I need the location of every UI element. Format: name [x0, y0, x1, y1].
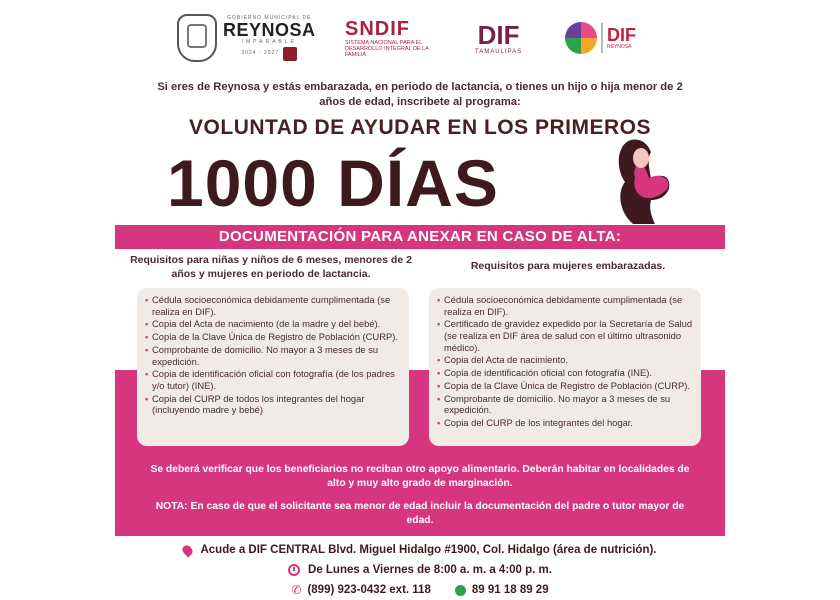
- hours-text: De Lunes a Viernes de 8:00 a. m. a 4:00 p. m.: [308, 564, 552, 576]
- right-requirements-card: [429, 288, 701, 446]
- hours-line: [115, 564, 725, 576]
- logo-bar: [115, 8, 725, 68]
- intro-text: Si eres de Reynosa y estás embarazada, en periodo de lactancia, o tienes un hijo o hija menor de 2 años de edad, inscribete al programa:: [157, 81, 683, 108]
- sndif-logo-name: SNDIF: [345, 18, 410, 40]
- dif-tamaulipas-logo-sub: TAMAULIPAS: [475, 49, 523, 55]
- dif-reynosa-logo: [565, 8, 636, 68]
- flower-logo-icon: [565, 22, 597, 54]
- whatsapp-icon: [455, 585, 466, 596]
- left-requirements-heading: Requisitos para niñas y niños de 6 meses, menores de 2 años y mujeres en periodo de lactancia.: [130, 254, 412, 280]
- sndif-logo-sub: SISTEMA NACIONAL PARA EL DESARROLLO INTEGRAL DE LA FAMILIA: [345, 40, 429, 58]
- phone-text[interactable]: (899) 923-0432 ext. 118: [307, 584, 431, 596]
- documentation-band: DOCUMENTACIÓN PARA ANEXAR EN CASO DE ALTA:: [115, 225, 725, 249]
- municipal-seal-icon: [177, 14, 217, 62]
- reynosa-logo-sub: IMPARABLE: [241, 39, 297, 45]
- program-title-days: 1000 DÍAS: [167, 146, 499, 220]
- list-item: • Comprobante de domicilio. No mayor a 3 meses de su expedición.: [437, 393, 693, 416]
- logo-divider: [601, 23, 603, 53]
- pregnant-woman-icon: [611, 138, 681, 226]
- poster: [115, 0, 725, 600]
- list-item: • Copia del Acta de nacimiento.: [437, 354, 693, 366]
- clock-icon: [288, 564, 300, 576]
- left-requirements-card: [137, 288, 409, 446]
- minor-applicant-note: NOTA: En caso de que el solicitante sea menor de edad incluir la documentación del padre o tutor mayor de edad.: [155, 501, 685, 526]
- list-item: • Cédula socioeconómica debidamente cumplimentada (se realiza en DIF).: [145, 294, 401, 317]
- list-item: • Copia del Acta de nacimiento (de la madre y del bebé).: [145, 318, 401, 330]
- eligibility-notice: Se deberá verificar que los beneficiarios no reciban otro apoyo alimentario. Deberán habitar en localidades de alto y muy alto grado de marginación.: [150, 464, 690, 489]
- phone-line: [115, 583, 725, 597]
- reynosa-logo: [177, 8, 316, 68]
- dif-reynosa-logo-sub: REYNOSA: [607, 44, 632, 50]
- location-pin-icon: [181, 543, 195, 557]
- list-item: • Copia de la Clave Única de Registro de Población (CURP).: [437, 380, 693, 392]
- reynosa-logo-name: REYNOSA: [223, 20, 316, 40]
- list-item: • Cédula socioeconómica debidamente cumplimentada (se realiza en DIF).: [437, 294, 693, 317]
- shield-icon: [283, 47, 297, 61]
- list-item: • Copia de identificación oficial con fotografía (INE).: [437, 367, 693, 379]
- address-line: [115, 544, 725, 556]
- address-text: Acude a DIF CENTRAL Blvd. Miguel Hidalgo #1900, Col. Hidalgo (área de nutrición).: [200, 544, 657, 556]
- list-item: • Copia de identificación oficial con fotografía (de los padres y/o tutor) (INE).: [145, 368, 401, 391]
- phone-icon: ✆: [291, 583, 302, 597]
- program-title: VOLUNTAD DE AYUDAR EN LOS PRIMEROS: [189, 116, 651, 139]
- reynosa-logo-years: 2024 · 2027: [241, 50, 280, 56]
- list-item: • Copia de la Clave Única de Registro de Población (CURP).: [145, 331, 401, 343]
- whatsapp-text[interactable]: 89 91 18 89 29: [471, 584, 549, 596]
- right-requirements-heading: Requisitos para mujeres embarazadas.: [470, 260, 666, 272]
- dif-tamaulipas-logo: [475, 8, 522, 68]
- list-item: • Comprobante de domicilio. No mayor a 3 meses de su expedición.: [145, 344, 401, 367]
- dif-reynosa-logo-name: DIF: [607, 25, 636, 45]
- list-item: • Copia del CURP de todos los integrantes del hogar (incluyendo madre y bebé): [145, 393, 401, 416]
- sndif-logo: [345, 8, 445, 68]
- dif-tamaulipas-logo-name: DIF: [477, 20, 520, 50]
- reynosa-logo-top: GOBIERNO MUNICIPAL DE: [227, 15, 312, 21]
- list-item: • Copia del CURP de los integrantes del hogar.: [437, 417, 693, 429]
- list-item: • Certificado de gravidez expedido por la Secretaría de Salud (se realiza en DIF área de salud con el último ultrasonido médico).: [437, 318, 693, 353]
